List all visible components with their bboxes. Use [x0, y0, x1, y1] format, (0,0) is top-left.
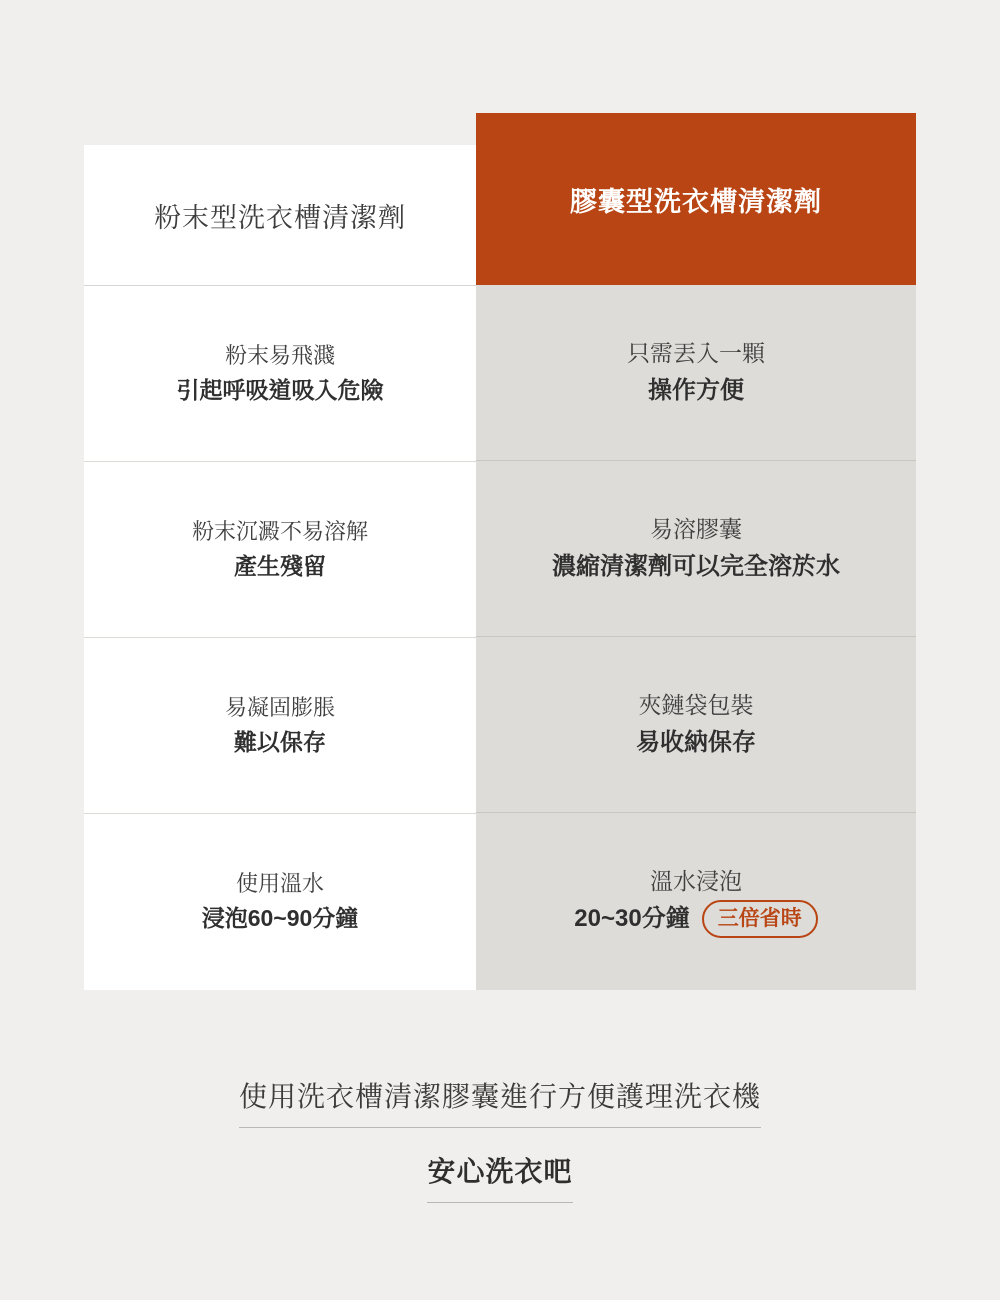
cell-text-emphasis-label: 易收納保存	[636, 728, 756, 756]
table-row	[476, 637, 916, 813]
comparison-table	[84, 113, 916, 990]
table-row	[84, 462, 476, 638]
cell-text-emphasis	[636, 724, 756, 761]
cell-text-emphasis: 引起呼吸道吸入危險	[176, 376, 384, 403]
cell-text-emphasis	[552, 548, 840, 585]
cell-text-primary: 粉末易飛濺	[224, 342, 335, 368]
column-powder	[84, 145, 476, 990]
column-header-powder	[84, 145, 476, 286]
cell-text-emphasis: 浸泡60~90分鐘	[201, 905, 359, 932]
cell-text-primary: 易凝固膨脹	[224, 694, 335, 720]
cell-text-primary: 只需丟入一顆	[627, 340, 765, 367]
cell-text-emphasis	[574, 900, 817, 938]
cell-text-primary: 夾鏈袋包裝	[638, 692, 754, 719]
cell-text-primary: 易溶膠囊	[650, 516, 742, 543]
cell-text-emphasis-label: 操作方便	[648, 376, 744, 404]
cell-text-emphasis: 難以保存	[234, 728, 326, 755]
table-row	[84, 638, 476, 814]
table-row	[476, 461, 916, 637]
table-row	[476, 285, 916, 461]
cell-text-emphasis-label: 20~30分鐘	[574, 905, 690, 933]
cell-text-emphasis-label: 濃縮清潔劑可以完全溶於水	[552, 552, 840, 580]
table-row	[84, 814, 476, 990]
cell-text-primary: 使用溫水	[235, 871, 324, 897]
footer-line-2: 安心洗衣吧	[427, 1150, 572, 1203]
column-header-capsule	[476, 113, 916, 285]
status-badge: 三倍省時	[702, 900, 818, 938]
column-header-capsule-label: 膠囊型洗衣槽清潔劑	[570, 186, 822, 217]
column-capsule	[476, 113, 916, 990]
footer	[0, 1075, 1000, 1203]
column-header-powder-label: 粉末型洗衣槽清潔劑	[154, 202, 406, 233]
cell-text-emphasis: 產生殘留	[234, 552, 326, 579]
cell-text-primary: 粉末沉澱不易溶解	[191, 518, 368, 544]
cell-text-emphasis	[648, 372, 744, 409]
cell-text-primary: 溫水浸泡	[650, 868, 742, 895]
footer-line-1: 使用洗衣槽清潔膠囊進行方便護理洗衣機	[239, 1075, 761, 1128]
table-wrap	[84, 113, 916, 990]
table-row	[84, 286, 476, 462]
table-row	[476, 813, 916, 989]
